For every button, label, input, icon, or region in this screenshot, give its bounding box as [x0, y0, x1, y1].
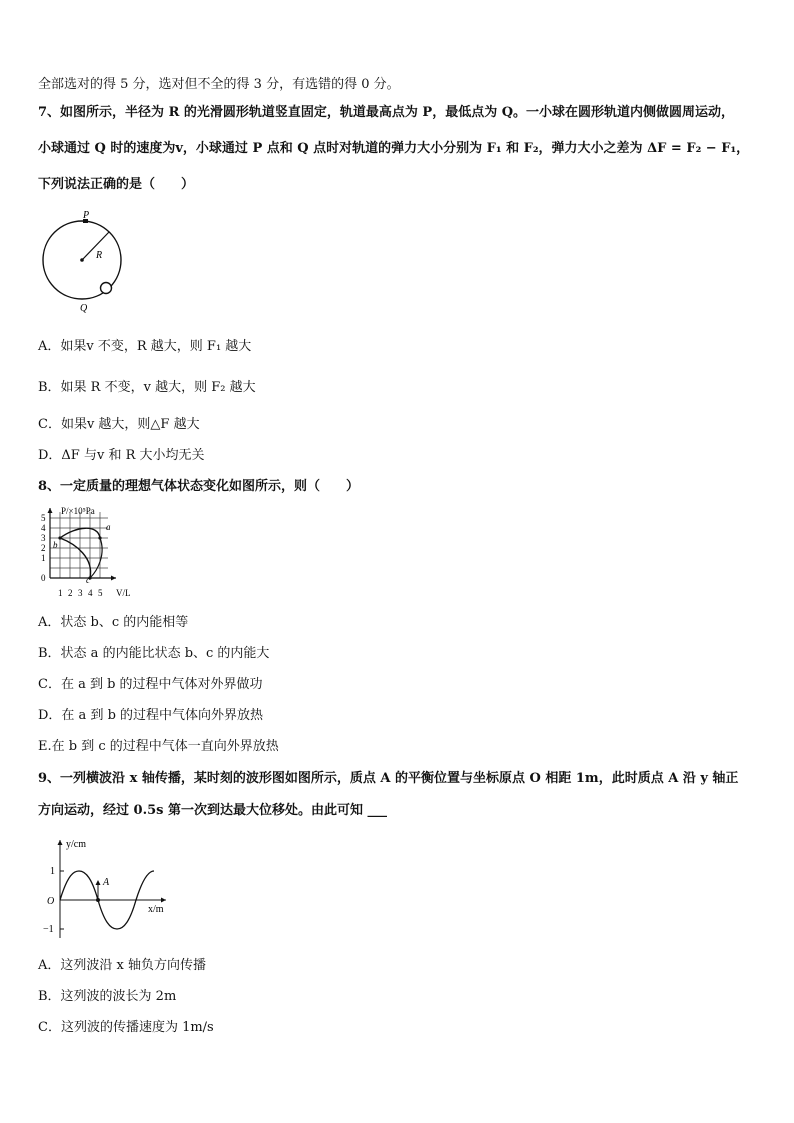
- q7-option-a: A．如果v 不变，R 越大，则 F₁ 越大: [38, 339, 252, 354]
- label-P: P: [83, 210, 90, 221]
- label-R: R: [96, 250, 103, 261]
- q7-option-d: D．ΔF 与v 和 R 大小均无关: [38, 448, 205, 463]
- axis-ylabel: P/×10⁵Pa: [61, 506, 95, 516]
- q8-option-a: A．状态 b、c 的内能相等: [38, 615, 189, 630]
- q8-pv-diagram: [36, 504, 146, 604]
- q9-stem-line2: 方向运动，经过 0.5s 第一次到达最大位移处。由此可知 ___: [38, 803, 388, 818]
- q7-circle-track-figure: [38, 208, 138, 318]
- axis-xlabel: V/L: [116, 588, 131, 598]
- ytick-minus1: −1: [43, 924, 54, 935]
- q7-stem-line1: 7、如图所示，半径为 R 的光滑圆形轨道竖直固定，轨道最高点为 P，最低点为 Q。一小球在圆形轨道内侧做圆周运动，: [38, 105, 735, 120]
- xtick: 5: [98, 588, 103, 598]
- q9-stem-line1: 9、一列横波沿 x 轴传播，某时刻的波形图如图所示，质点 A 的平衡位置与坐标原点 O 相距 1m，此时质点 A 沿 y 轴正: [38, 771, 739, 786]
- q9-option-c: C．这列波的传播速度为 1m/s: [38, 1020, 214, 1035]
- ytick: 2: [41, 543, 46, 553]
- ytick-1: 1: [50, 866, 55, 877]
- q7-stem-line2: 小球通过 Q 时的速度为v，小球通过 P 点和 Q 点时对轨道的弹力大小分别为 F₁ 和 F₂，弹力大小之差为 ΔF = F₂ − F₁，: [38, 141, 750, 156]
- point-a: a: [106, 522, 111, 532]
- q9-option-a: A．这列波沿 x 轴负方向传播: [38, 958, 206, 973]
- q7-option-b: B．如果 R 不变，v 越大，则 F₂ 越大: [38, 380, 256, 395]
- ytick: 3: [41, 533, 46, 543]
- q8-option-c: C．在 a 到 b 的过程中气体对外界做功: [38, 677, 263, 692]
- q8-option-b: B．状态 a 的内能比状态 b、c 的内能大: [38, 646, 270, 661]
- ytick: 4: [41, 523, 46, 533]
- xtick: 3: [78, 588, 83, 598]
- ytick: 0: [41, 573, 46, 583]
- xtick: 2: [68, 588, 73, 598]
- q8-option-d: D．在 a 到 b 的过程中气体向外界放热: [38, 708, 264, 723]
- ytick: 1: [41, 553, 46, 563]
- label-Q: Q: [80, 303, 88, 314]
- q9-option-b: B．这列波的波长为 2m: [38, 989, 177, 1004]
- q8-option-e: E.在 b 到 c 的过程中气体一直向外界放热: [38, 739, 279, 754]
- point-b: b: [53, 540, 58, 550]
- q8-stem: 8、一定质量的理想气体状态变化如图所示，则（ ）: [38, 479, 360, 494]
- q9-wave-graph: [38, 834, 178, 944]
- point-A: A: [103, 877, 110, 888]
- q7-option-c: C．如果v 越大，则△F 越大: [38, 417, 200, 432]
- point-c: c: [86, 575, 90, 585]
- xtick: 1: [58, 588, 63, 598]
- xtick: 4: [88, 588, 93, 598]
- origin-label: O: [47, 896, 55, 907]
- axis-ylabel: y/cm: [66, 839, 86, 850]
- axis-xlabel: x/m: [148, 904, 164, 915]
- q7-stem-line3: 下列说法正确的是（ ）: [38, 177, 195, 192]
- ytick: 5: [41, 513, 46, 523]
- scoring-note: 全部选对的得 5 分，选对但不全的得 3 分，有选错的得 0 分。: [38, 77, 400, 92]
